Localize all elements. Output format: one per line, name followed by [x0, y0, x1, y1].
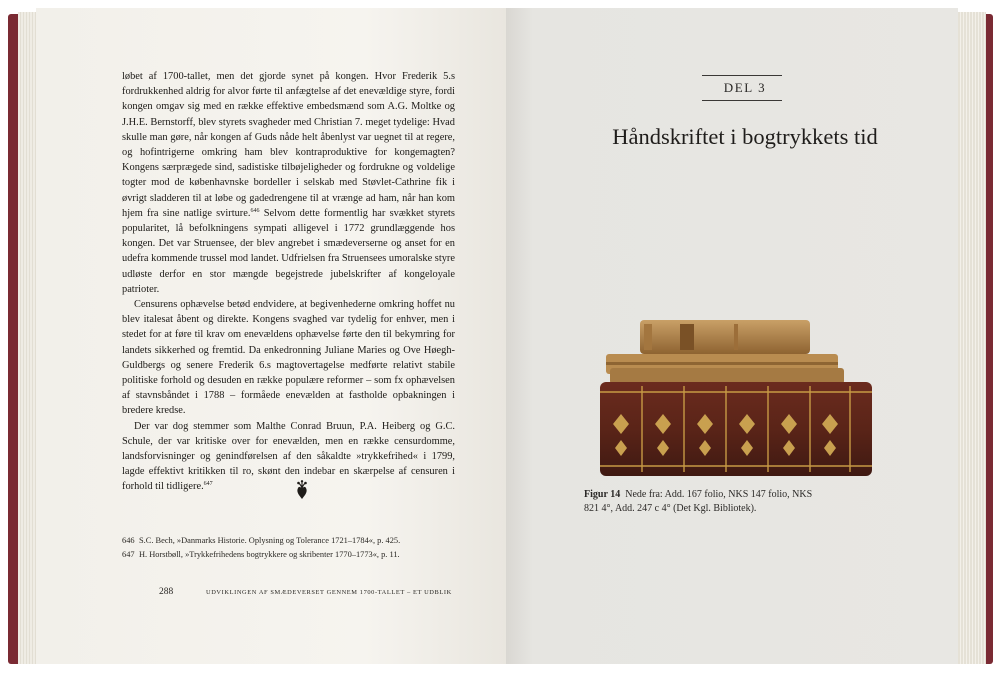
footnote-ref[interactable]: 646 [250, 207, 260, 214]
part-label: DEL 3 [723, 80, 767, 95]
footnote-number: 646 [122, 536, 135, 545]
fleuron-ornament-icon [295, 480, 309, 500]
divider-bottom [702, 100, 782, 101]
paragraph: løbet af 1700-tallet, men det gjorde synet på kongen. Hvor Frederik 5.s fordrukkenhed aldrig for alvor førte til anfægtelse af det enevældige styre, fordi kongen omgav sig med en række effektive embedsmænd som A.G. Moltke og J.H.E. Bernstorff, blev styrets svagheder med Christian 7. meget tydelige: Hvad skulle man gøre, når kongen af Guds nåde helt åbenlyst var uegnet til at regere, og hofintrigerne omkring ham blev kontraproduktive for kongemagten? Kongens særprægede sind, sadistiske tilbøjeligheder og fordrukne og voldelige togter mod de københavnske bordeller i selskab med Støvlet-Cathrine fik i øvrigt sladderen til at løbe og gadedrengene til at vrænge ad ham, når han kom hjem fra sine natlige svirture.$^{646}$ Selvom dette formentlig har svækket styrets popularitet, lå befolkningens sympati alligevel i 1772 grundlæggende hos kongen. Det var Struensee, der blev angrebet i smædeverserne og anset for en udefra kommende trussel mod landet. Udfrielsen fra Struensees umoralske styre udløste derfor en stor mængde begejstrede jubelskrifter af kongeloyale patrioter. [122, 71, 455, 295]
divider-top [702, 75, 782, 76]
page-edges-left [18, 12, 36, 664]
figure-caption-text: Nede fra: Add. 167 folio, NKS 147 folio, NKS 821 4°, Add. 247 c 4° (Det Kgl. Bibliotek). [584, 489, 813, 514]
figure-label: Figur 14 [584, 489, 621, 500]
stacked-manuscripts-photo [584, 316, 874, 478]
figure-caption [584, 488, 814, 515]
page-edges-right [958, 12, 986, 664]
part-title: Håndskriftet i bogtrykkets tid [612, 124, 878, 149]
page-number: 288 [159, 587, 174, 597]
footnote-number: 647 [122, 549, 135, 559]
running-head: UDVIKLINGEN AF SMÆDEVERSET GENNEM 1700-TALLET – ET UDBLIK [206, 589, 452, 596]
footnote [122, 548, 462, 562]
paragraph: Censurens ophævelse betød endvidere, at begivenhederne omkring hoffet nu blev italesat åbent og direkte. Kongens svaghed var tydelig for enhver, men i stedet for at føre til krav om enevældens ophævelse førte den til bekymring for landets sikkerhed og fremtid. Da enkedronning Juliane Maries og Ove Høegh-Guldbergs og senere Frederik 6.s magtovertagelse medførte relativt stabile politiske forhold og desuden en række populære reformer – som fx ophævelsen af stavnsbåndet i 1788 – formåede enevælden at fastholde opbakningen i bredere kredse. [122, 299, 455, 417]
footnote-text: H. Horstbøll, »Trykkefrihedens bogtrykkere og skribenter 1770–1773«, p. 11. [139, 549, 400, 559]
footnote-text: S.C. Bech, »Danmarks Historie. Oplysning og Tolerance 1721–1784«, p. 425. [139, 536, 401, 545]
footnote [122, 534, 462, 548]
footnote-ref[interactable]: 647 [203, 481, 213, 488]
body-text [122, 69, 455, 495]
footnotes [122, 534, 462, 561]
paragraph: Der var dog stemmer som Malthe Conrad Bruun, P.A. Heiberg og G.C. Schule, der var kritiske over for enevælden, men en række censurdomme, landsforvisninger og genindførelsen af den såkaldte »trykkefrihed« i 1799, lagde effektivt kritikken til ro, skønt den indebar en skærpelse af censuren i forhold til tidligere.$^{647}$ [122, 420, 455, 493]
